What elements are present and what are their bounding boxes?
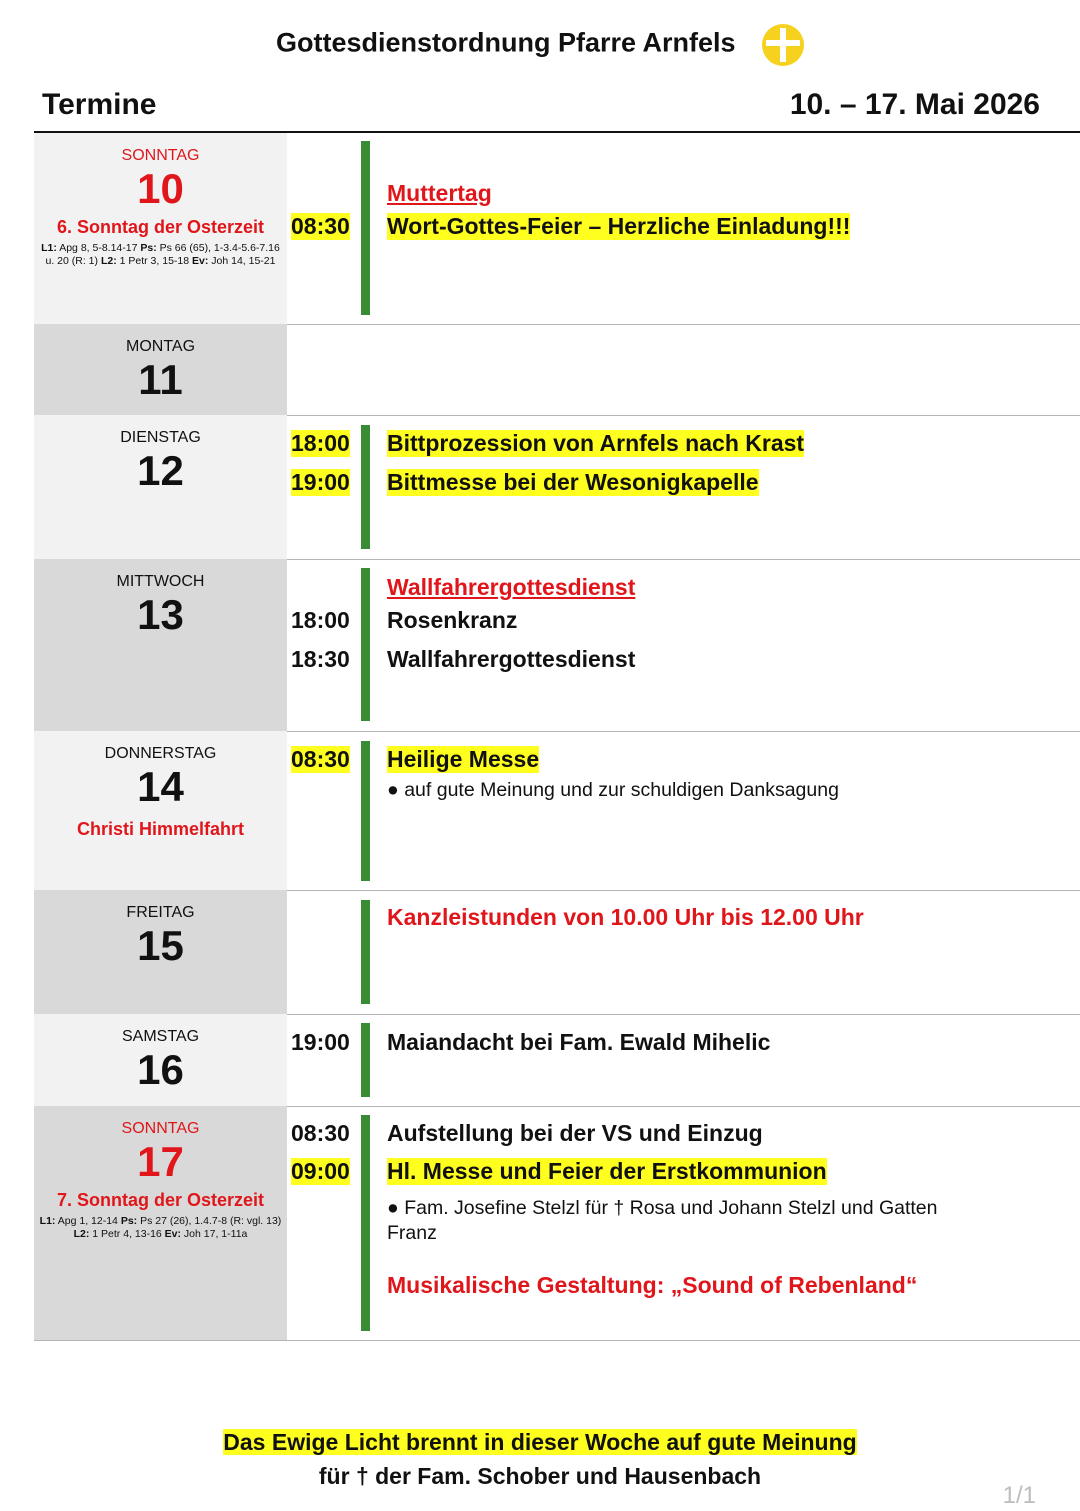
readings: L1: Apg 1, 12-14 Ps: Ps 27 (26), 1.4.7-8 (R: vgl. 13) L2: 1 Petr 4, 13-16 Ev: Joh 17, 1-11a: [39, 1215, 282, 1240]
event-title: Rosenkranz: [387, 607, 518, 633]
day-name: SONNTAG: [121, 1120, 200, 1137]
day-number: 14: [137, 763, 184, 810]
event-time: 18:00: [291, 607, 350, 633]
day-name: DONNERSTAG: [104, 745, 217, 762]
day-cell: [34, 324, 287, 415]
event-time: 18:30: [291, 646, 350, 672]
day-cell: [34, 1014, 287, 1106]
section-label: Termine: [42, 88, 157, 121]
liturgical-color-bar: [361, 1115, 370, 1331]
day-row-12: [34, 415, 1080, 560]
feast-name: 7. Sonntag der Osterzeit: [56, 1190, 265, 1210]
liturgical-color-bar: [361, 741, 370, 881]
event-title: Maiandacht bei Fam. Ewald Mihelic: [387, 1029, 771, 1055]
document-title: Gottesdienstordnung Pfarre Arnfels: [275, 27, 736, 58]
event-title: Heilige Messe: [387, 746, 540, 772]
day-cell: [34, 1106, 287, 1340]
liturgical-color-bar: [361, 425, 370, 549]
day-cell: [34, 415, 287, 559]
event-title: Bittprozession von Arnfels nach Krast: [387, 430, 805, 456]
event-time: 08:30: [291, 1120, 350, 1146]
feast-name: 6. Sonntag der Osterzeit: [56, 217, 265, 237]
cross-logo-icon: [762, 24, 804, 66]
event-time: 08:30: [291, 746, 350, 772]
day-name: MONTAG: [125, 338, 196, 355]
day-cell: [34, 890, 287, 1014]
footer-line-1: Das Ewige Licht brennt in dieser Woche auf gute Meinung: [223, 1429, 857, 1455]
day-number: 13: [137, 591, 184, 638]
liturgical-color-bar: [361, 900, 370, 1004]
event-title: Aufstellung bei der VS und Einzug: [387, 1120, 763, 1146]
event-title: Hl. Messe und Feier der Erstkommunion: [387, 1158, 827, 1184]
event-time: 08:30: [291, 213, 350, 239]
page-number: 1/1: [1002, 1482, 1036, 1509]
day-number: 11: [138, 356, 183, 403]
day-number: 17: [137, 1138, 184, 1185]
day-name: FREITAG: [126, 904, 195, 921]
day-name: SONNTAG: [121, 147, 200, 164]
mass-intention: ● auf gute Meinung und zur schuldigen Danksagung: [387, 779, 839, 801]
day-number: 10: [137, 165, 184, 212]
day-cell: [34, 731, 287, 890]
day-row-11: [34, 324, 1080, 416]
event-title: Bittmesse bei der Wesonigkapelle: [387, 469, 759, 495]
date-range: 10. – 17. Mai 2026: [789, 88, 1040, 121]
document-title-row: [0, 22, 1080, 64]
event-title: Wallfahrergottesdienst: [387, 646, 636, 672]
readings: L1: Apg 8, 5-8.14-17 Ps: Ps 66 (65), 1-3.4-5.6-7.16 u. 20 (R: 1) L2: 1 Petr 3, 15-18 Ev: Joh 14, 15-21: [41, 242, 280, 267]
event-title: Kanzleistunden von 10.00 Uhr bis 12.00 Uhr: [387, 904, 864, 930]
day-row-14: [34, 731, 1080, 891]
event-time: 19:00: [291, 469, 350, 495]
event-time: 09:00: [291, 1158, 350, 1184]
day-row-15: [34, 890, 1080, 1015]
liturgical-color-bar: [361, 1023, 370, 1097]
day-number: 15: [137, 922, 184, 969]
day-cell: [34, 133, 287, 324]
liturgical-color-bar: [361, 568, 370, 721]
day-name: DIENSTAG: [120, 429, 201, 446]
day-row-16: [34, 1014, 1080, 1107]
music-note: Musikalische Gestaltung: „Sound of Rebenland“: [387, 1272, 918, 1298]
footer-line-2: für † der Fam. Schober und Hausenbach: [318, 1463, 762, 1489]
day-row-13: [34, 559, 1080, 732]
day-number: 16: [137, 1046, 184, 1093]
feast-name: Christi Himmelfahrt: [76, 819, 245, 839]
event-title: Wallfahrergottesdienst: [387, 574, 636, 600]
mass-intention: ● Fam. Josefine Stelzl für † Rosa und Johann Stelzl und Gatten Franz: [387, 1197, 938, 1244]
event-title: Wort-Gottes-Feier – Herzliche Einladung!!!: [387, 213, 851, 239]
day-row-10: [34, 133, 1080, 325]
event-title: Muttertag: [387, 180, 492, 206]
event-time: 19:00: [291, 1029, 350, 1055]
day-name: MITTWOCH: [116, 573, 205, 590]
event-time: 18:00: [291, 430, 350, 456]
day-row-17: [34, 1106, 1080, 1341]
day-cell: [34, 559, 287, 731]
liturgical-color-bar: [361, 141, 370, 315]
day-name: SAMSTAG: [121, 1028, 200, 1045]
day-number: 12: [137, 447, 184, 494]
